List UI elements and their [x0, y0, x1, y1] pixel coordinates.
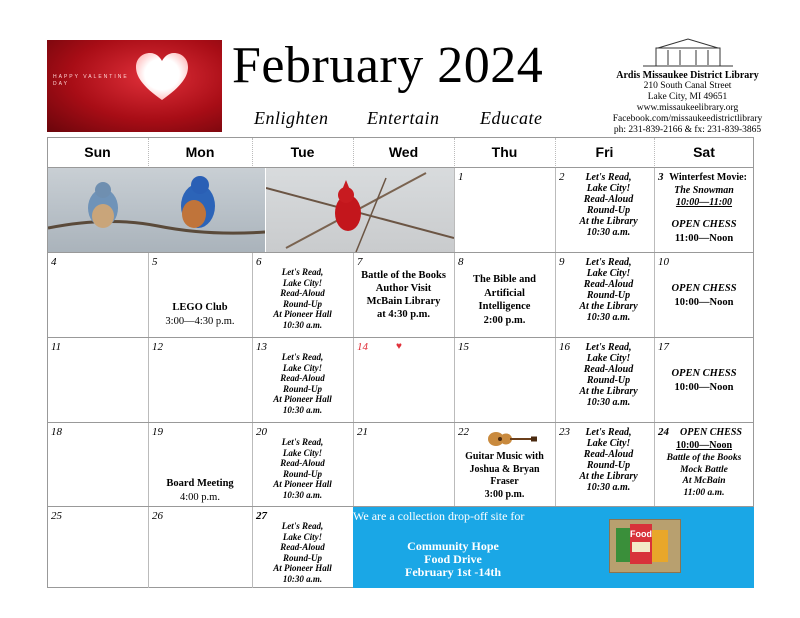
event-bible-ai: The Bible and Artificial Intelligence 2:00 p.m. — [472, 274, 537, 326]
motto-enlighten: Enlighten — [254, 108, 329, 128]
event-lets-read: Let's Read, Lake City! Read-Aloud Round-Up At the Library 10:30 a.m. — [579, 427, 638, 493]
event-chess-time: 10:00—Noon — [675, 440, 733, 451]
event-board-meeting: Board Meeting — [166, 478, 234, 489]
cardinal-photo — [266, 168, 454, 252]
day-number: 15 — [458, 341, 469, 353]
event-lets-read: Let's Read, Lake City! Read-Aloud Round-Up At Pioneer Hall 10:30 a.m. — [273, 521, 332, 584]
event-chess-time: 10:00—Noon — [674, 382, 734, 393]
banner-intro: We are a collection drop-off site for — [353, 509, 525, 523]
page-title: February 2024 — [232, 37, 544, 94]
library-phone: ph: 231-839-2166 & fx: 231-839-3865 — [613, 125, 762, 135]
event-lets-read: Let's Read, Lake City! Read-Aloud Round-Up At Pioneer Hall 10:30 a.m. — [273, 352, 332, 415]
day-number: 8 — [458, 256, 464, 268]
bluebirds-photo — [48, 168, 265, 252]
event-lets-read: Let's Read, Lake City! Read-Aloud Round-Up At the Library 10:30 a.m. — [579, 257, 638, 323]
event-open-chess: OPEN CHESS — [671, 219, 737, 230]
day-number: 14 — [357, 341, 368, 353]
day-number: 10 — [658, 256, 669, 268]
heart-icon: ♥ — [396, 341, 402, 352]
day-number: 27 — [256, 510, 267, 522]
day-cell[interactable] — [654, 338, 754, 422]
day-cell[interactable] — [148, 338, 252, 422]
day-number: 12 — [152, 341, 163, 353]
food-logo-text: Food — [630, 529, 652, 539]
library-address2: Lake City, MI 49651 — [647, 92, 728, 102]
day-number: 7 — [357, 256, 363, 268]
food-drive-logo — [609, 519, 681, 573]
weekday-sat: Sat — [693, 144, 715, 160]
motto-educate: Educate — [480, 108, 543, 128]
valentine-text: HAPPY VALENTINE DAY — [53, 74, 129, 87]
day-number: 4 — [51, 256, 57, 268]
divider — [654, 138, 655, 168]
weekday-sun: Sun — [84, 144, 111, 160]
library-website[interactable]: www.missaukeelibrary.org — [636, 103, 739, 113]
day-number: 9 — [559, 256, 565, 268]
day-number: 18 — [51, 426, 62, 438]
day-cell[interactable] — [454, 338, 555, 422]
library-info — [580, 38, 795, 136]
day-cell[interactable] — [252, 507, 353, 588]
day-number: 20 — [256, 426, 267, 438]
heart-icon — [132, 48, 192, 108]
day-number: 16 — [559, 341, 570, 353]
day-number: 22 — [458, 426, 469, 438]
event-open-chess: OPEN CHESS — [671, 283, 737, 294]
day-cell[interactable] — [47, 253, 148, 337]
day-number: 6 — [256, 256, 262, 268]
event-battle-books: Battle of the Books Author Visit McBain Library at 4:30 p.m. — [361, 270, 446, 320]
day-cell[interactable] — [555, 168, 654, 252]
day-number: 24 — [658, 426, 669, 438]
event-open-chess: OPEN CHESS — [680, 427, 742, 438]
weekday-thu: Thu — [491, 144, 518, 160]
day-number: 13 — [256, 341, 267, 353]
library-facebook[interactable]: Facebook.com/missaukeedistrictlibrary — [612, 114, 763, 124]
day-cell[interactable] — [555, 253, 654, 337]
event-lego-time: 3:00—4:30 p.m. — [165, 316, 235, 327]
library-building-icon — [638, 38, 738, 68]
banner-title: Community Hope Food Drive February 1st -14th — [405, 539, 501, 579]
event-winterfest-movie: The Snowman — [674, 185, 734, 196]
day-cell[interactable] — [47, 507, 148, 588]
valentine-graphic — [47, 40, 222, 132]
divider — [353, 138, 354, 168]
day-cell[interactable] — [654, 423, 754, 506]
food-drive-banner — [353, 507, 754, 588]
day-cell[interactable] — [555, 423, 654, 506]
guitar-icon — [486, 429, 538, 449]
day-number: 3 — [658, 171, 664, 183]
day-number: 25 — [51, 510, 62, 522]
day-number: 5 — [152, 256, 158, 268]
weekday-fri: Fri — [595, 144, 614, 160]
event-mock-battle: Battle of the Books Mock Battle At McBain 11:00 a.m. — [666, 453, 742, 498]
event-open-chess: OPEN CHESS — [671, 368, 737, 379]
day-cell[interactable] — [555, 338, 654, 422]
day-cell[interactable] — [47, 338, 148, 422]
day-cell[interactable] — [148, 253, 252, 337]
event-chess-time: 11:00—Noon — [674, 233, 734, 244]
day-cell[interactable] — [353, 253, 454, 337]
day-number: 19 — [152, 426, 163, 438]
weekday-wed: Wed — [388, 144, 419, 160]
day-number: 2 — [559, 171, 565, 183]
day-cell[interactable] — [454, 168, 555, 252]
library-address1: 210 South Canal Street — [643, 81, 732, 91]
day-cell[interactable] — [454, 253, 555, 337]
event-guitar: Guitar Music with Joshua & Bryan Fraser 3:00 p.m. — [465, 451, 544, 500]
day-cell[interactable] — [353, 423, 454, 506]
day-cell[interactable] — [148, 507, 252, 588]
event-lets-read: Let's Read, Lake City! Read-Aloud Round-Up At Pioneer Hall 10:30 a.m. — [273, 267, 332, 330]
day-cell[interactable] — [252, 253, 353, 337]
weekday-mon: Mon — [185, 144, 215, 160]
day-cell[interactable] — [47, 423, 148, 506]
event-lets-read: Let's Read, Lake City! Read-Aloud Round-Up At the Library 10:30 a.m. — [579, 342, 638, 408]
day-cell[interactable] — [252, 423, 353, 506]
weekday-tue: Tue — [290, 144, 315, 160]
day-cell[interactable] — [353, 338, 454, 422]
day-cell[interactable] — [654, 168, 754, 252]
day-cell[interactable] — [654, 253, 754, 337]
event-lego-club: LEGO Club — [172, 302, 228, 313]
event-lets-read: Let's Read, Lake City! Read-Aloud Round-Up At the Library 10:30 a.m. — [579, 172, 638, 238]
event-lets-read: Let's Read, Lake City! Read-Aloud Round-Up At Pioneer Hall 10:30 a.m. — [273, 437, 332, 500]
day-cell[interactable] — [148, 423, 252, 506]
motto-entertain: Entertain — [367, 108, 440, 128]
day-cell[interactable] — [252, 338, 353, 422]
library-name: Ardis Missaukee District Library — [616, 70, 759, 81]
divider — [148, 138, 149, 168]
event-winterfest-time: 10:00—11:00 — [675, 197, 733, 208]
day-number: 23 — [559, 426, 570, 438]
day-cell[interactable] — [454, 423, 555, 506]
day-number: 1 — [458, 171, 464, 183]
event-board-time: 4:00 p.m. — [180, 492, 220, 503]
day-number: 21 — [357, 426, 368, 438]
divider — [454, 138, 455, 168]
day-number: 11 — [51, 341, 62, 353]
day-number: 26 — [152, 510, 163, 522]
event-winterfest-title: Winterfest Movie: — [669, 172, 747, 183]
divider — [555, 138, 556, 168]
day-number: 17 — [658, 341, 669, 353]
event-chess-time: 10:00—Noon — [674, 297, 734, 308]
divider — [252, 138, 253, 168]
